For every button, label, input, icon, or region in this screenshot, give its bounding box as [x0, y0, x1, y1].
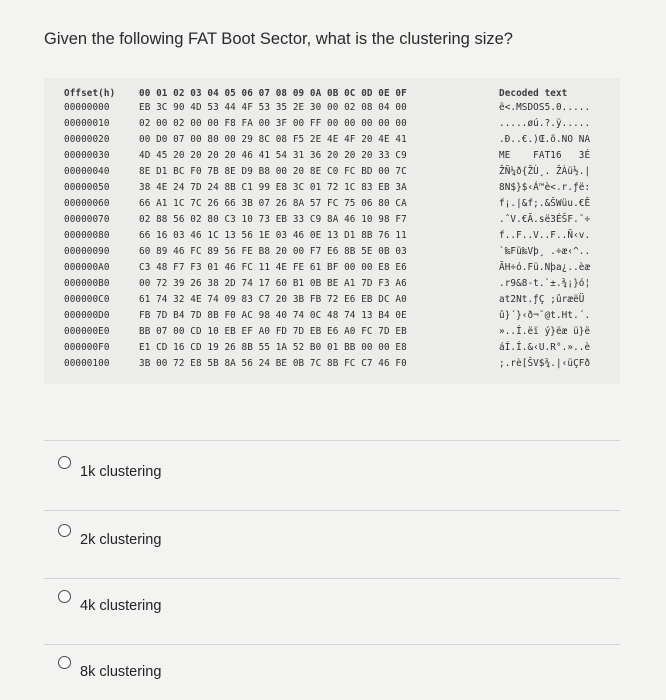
hex-header [64, 88, 619, 100]
row-offset: 00000080 [64, 230, 110, 241]
row-hex-bytes: 8E D1 BC F0 7B 8E D9 B8 00 20 8E C0 FC BD 00 7C [139, 166, 407, 177]
row-offset: 00000060 [64, 198, 110, 209]
row-offset: 00000030 [64, 150, 110, 161]
row-offset: 00000010 [64, 118, 110, 129]
row-decoded-text: 8N$}$‹Á™è<.r.ƒë: [499, 182, 591, 193]
row-hex-bytes: EB 3C 90 4D 53 44 4F 53 35 2E 30 00 02 08 04 00 [139, 102, 407, 113]
row-hex-bytes: C3 48 F7 F3 01 46 FC 11 4E FE 61 BF 00 00 E8 E6 [139, 262, 407, 273]
row-offset: 00000020 [64, 134, 110, 145]
row-decoded-text: .r9&8-t.`±.¾¡}ó¦ [499, 278, 591, 289]
row-decoded-text: ŽÑ¼ð{ŽÙ¸. ŽÀü½.| [499, 166, 591, 177]
radio-button[interactable] [58, 590, 71, 603]
option-label: 4k clustering [80, 598, 162, 614]
hex-row [64, 134, 619, 146]
row-hex-bytes: 3B 00 72 E8 5B 8A 56 24 BE 0B 7C 8B FC C7 46 F0 [139, 358, 407, 369]
radio-button[interactable] [58, 456, 71, 469]
hex-row [64, 150, 619, 162]
decoded-header: Decoded text [499, 88, 568, 99]
row-offset: 00000100 [64, 358, 110, 369]
row-decoded-text: `‰Fü‰Vþ¸ .÷æ‹^.. [499, 246, 591, 257]
radio-button[interactable] [58, 656, 71, 669]
divider [44, 510, 620, 511]
radio-button[interactable] [58, 524, 71, 537]
row-decoded-text: .....øú.?.ÿ..... [499, 118, 591, 129]
row-decoded-text: f¡.|&f;.&ŠWüu.€Ê [499, 198, 591, 209]
row-offset: 000000E0 [64, 326, 110, 337]
hex-row [64, 118, 619, 130]
row-hex-bytes: 02 88 56 02 80 C3 10 73 EB 33 C9 8A 46 10 98 F7 [139, 214, 407, 225]
row-decoded-text: .ˆV.€Ã.së3ÉŠF.˜÷ [499, 214, 591, 225]
row-hex-bytes: 66 A1 1C 7C 26 66 3B 07 26 8A 57 FC 75 06 80 CA [139, 198, 407, 209]
row-decoded-text: ë<.MSDOS5.0..... [499, 102, 591, 113]
hex-row [64, 214, 619, 226]
row-offset: 000000C0 [64, 294, 110, 305]
row-hex-bytes: 4D 45 20 20 20 20 46 41 54 31 36 20 20 20 33 C9 [139, 150, 407, 161]
hex-row [64, 358, 619, 370]
hex-row [64, 102, 619, 114]
row-offset: 000000F0 [64, 342, 110, 353]
row-decoded-text: ME FAT16 3É [499, 150, 591, 161]
hex-row [64, 262, 619, 274]
hex-row [64, 278, 619, 290]
row-offset: 00000050 [64, 182, 110, 193]
row-decoded-text: áÍ.Í.&‹U.R°.»..è [499, 342, 591, 353]
row-hex-bytes: FB 7D B4 7D 8B F0 AC 98 40 74 0C 48 74 13 B4 0E [139, 310, 407, 321]
divider [44, 440, 620, 441]
offset-header: Offset(h) [64, 88, 116, 99]
row-decoded-text: ;.rè[ŠV$¾.|‹üÇFð [499, 358, 591, 369]
row-decoded-text: û}´}‹ð¬˜@t.Ht.´. [499, 310, 591, 321]
row-hex-bytes: 60 89 46 FC 89 56 FE B8 20 00 F7 E6 8B 5E 0B 03 [139, 246, 407, 257]
question-text: Given the following FAT Boot Sector, what is the clustering size? [44, 30, 513, 48]
row-decoded-text: »..Í.ëï ý}ëæ ü}ë [499, 326, 591, 337]
row-offset: 00000040 [64, 166, 110, 177]
row-decoded-text: .Ð..€.)Œ.õ.NO NA [499, 134, 591, 145]
row-hex-bytes: BB 07 00 CD 10 EB EF A0 FD 7D EB E6 A0 FC 7D EB [139, 326, 407, 337]
row-offset: 000000D0 [64, 310, 110, 321]
row-decoded-text: f..F..V..F..Ñ‹v. [499, 230, 591, 241]
hex-row [64, 166, 619, 178]
row-hex-bytes: 00 72 39 26 38 2D 74 17 60 B1 0B BE A1 7D F3 A6 [139, 278, 407, 289]
columns-header: 00 01 02 03 04 05 06 07 08 09 0A 0B 0C 0D 0E 0F [139, 88, 407, 99]
row-decoded-text: ÃH÷ó.Fü.Nþa¿..èæ [499, 262, 591, 273]
row-offset: 00000070 [64, 214, 110, 225]
hex-row [64, 294, 619, 306]
hex-row [64, 198, 619, 210]
row-hex-bytes: 66 16 03 46 1C 13 56 1E 03 46 0E 13 D1 8B 76 11 [139, 230, 407, 241]
divider [44, 578, 620, 579]
option-label: 2k clustering [80, 532, 162, 548]
hex-dump-image [44, 78, 620, 384]
row-offset: 00000000 [64, 102, 110, 113]
row-hex-bytes: 02 00 02 00 00 F8 FA 00 3F 00 FF 00 00 00 00 00 [139, 118, 407, 129]
divider [44, 644, 620, 645]
hex-row [64, 246, 619, 258]
row-decoded-text: at2Nt.ƒÇ ;ûræëÜ [499, 294, 591, 305]
row-hex-bytes: 38 4E 24 7D 24 8B C1 99 E8 3C 01 72 1C 83 EB 3A [139, 182, 407, 193]
row-hex-bytes: E1 CD 16 CD 19 26 8B 55 1A 52 B0 01 BB 00 00 E8 [139, 342, 407, 353]
row-hex-bytes: 61 74 32 4E 74 09 83 C7 20 3B FB 72 E6 EB DC A0 [139, 294, 407, 305]
hex-row [64, 326, 619, 338]
option-label: 1k clustering [80, 464, 162, 480]
hex-row [64, 310, 619, 322]
option-label: 8k clustering [80, 664, 162, 680]
row-hex-bytes: 00 D0 07 00 80 00 29 8C 08 F5 2E 4E 4F 20 4E 41 [139, 134, 407, 145]
row-offset: 000000B0 [64, 278, 110, 289]
row-offset: 00000090 [64, 246, 110, 257]
row-offset: 000000A0 [64, 262, 110, 273]
hex-row [64, 230, 619, 242]
hex-row [64, 182, 619, 194]
hex-row [64, 342, 619, 354]
